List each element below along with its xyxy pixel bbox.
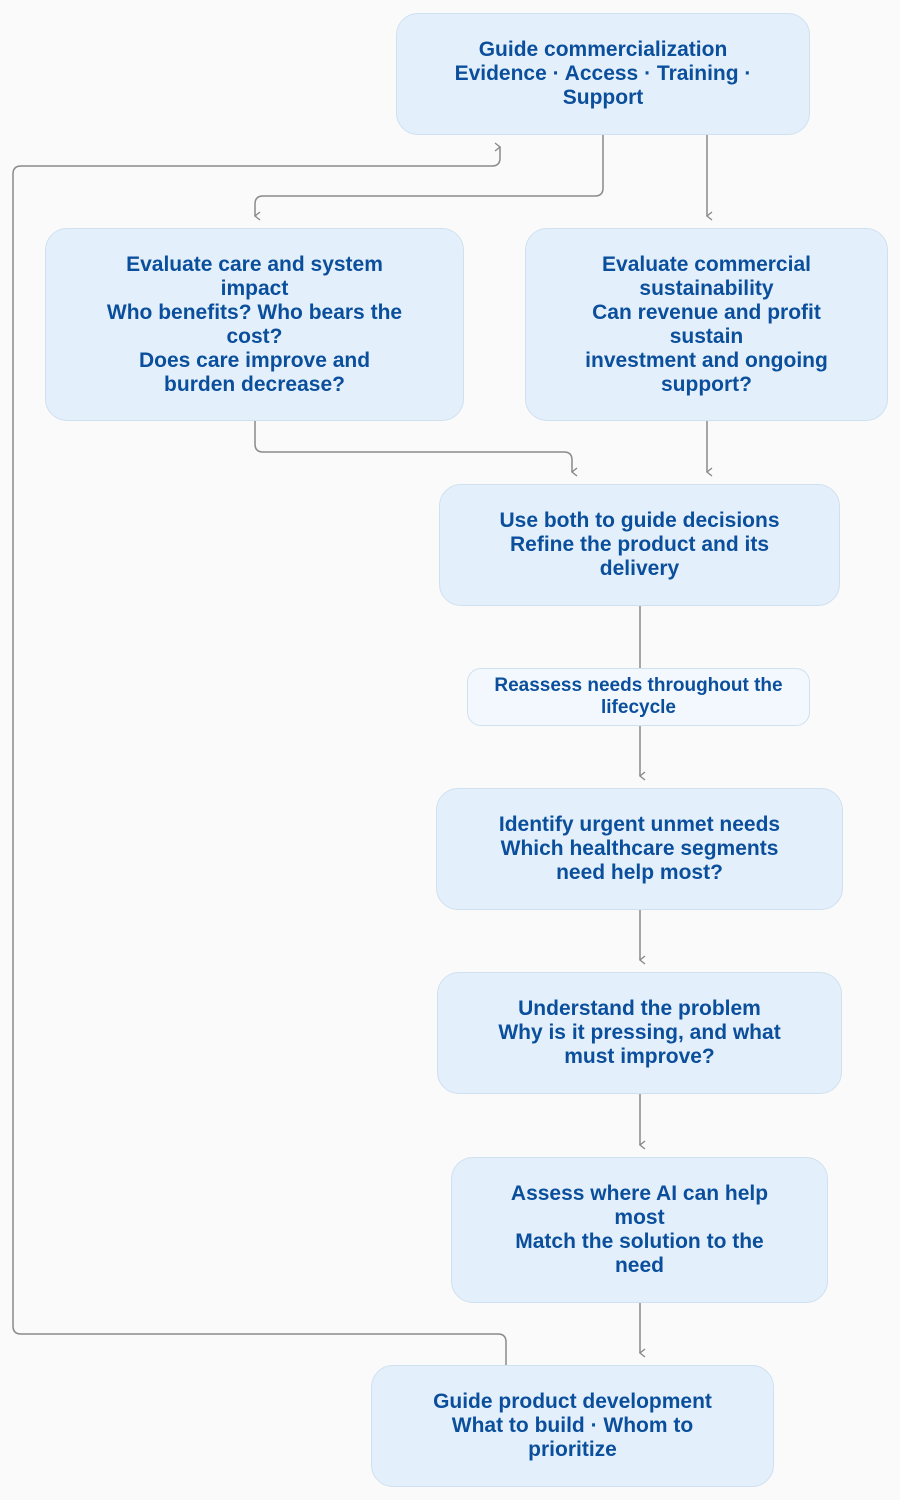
node-line: sustainability: [639, 276, 774, 300]
node-evaluate-commercial-sustainability: [525, 228, 888, 421]
node-line: What to build · Whom to: [451, 1414, 694, 1437]
node-use-both-to-guide-decisions: [439, 484, 840, 606]
node-line: Can revenue and profit: [592, 300, 821, 324]
node-line: delivery: [599, 557, 680, 580]
node-line: Evaluate care and system: [126, 252, 383, 276]
node-line: impact: [220, 276, 289, 300]
node-line: must improve?: [564, 1045, 715, 1068]
node-line: Match the solution to the: [515, 1230, 764, 1253]
node-understand-problem: [437, 972, 842, 1094]
node-line: Support: [562, 86, 644, 109]
node-line: Evaluate commercial: [602, 252, 811, 276]
node-line: Identify urgent unmet needs: [498, 813, 781, 836]
node-line: Guide product development: [433, 1390, 712, 1413]
node-line: Reassess needs throughout the: [494, 675, 783, 696]
node-line: burden decrease?: [164, 372, 345, 396]
node-line: cost?: [226, 324, 283, 348]
node-line: lifecycle: [601, 697, 676, 718]
edge-care-impact-to-use-both: [255, 421, 572, 472]
node-assess-ai-help: [451, 1157, 828, 1303]
node-line: need help most?: [556, 861, 723, 884]
node-line: prioritize: [528, 1438, 617, 1461]
node-line: need: [614, 1254, 664, 1277]
node-line: Use both to guide decisions: [499, 509, 780, 532]
node-line: Evidence · Access · Training ·: [454, 62, 752, 85]
node-line: Why is it pressing, and what: [498, 1021, 781, 1044]
node-line: Who benefits? Who bears the: [106, 300, 403, 324]
node-identify-unmet-needs: [436, 788, 843, 910]
node-line: most: [614, 1206, 665, 1229]
node-reassess-needs: [467, 668, 810, 726]
node-line: investment and ongoing: [585, 348, 828, 372]
node-line: sustain: [669, 324, 744, 348]
node-guide-product-development: [371, 1365, 774, 1487]
node-line: Understand the problem: [518, 997, 761, 1020]
node-line: Assess where AI can help: [510, 1182, 769, 1205]
node-line: Refine the product and its: [509, 533, 769, 556]
node-line: Which healthcare segments: [500, 837, 779, 860]
node-line: support?: [661, 372, 752, 396]
node-evaluate-care-impact: [45, 228, 464, 421]
node-guide-commercialization: [396, 13, 810, 135]
node-line: Guide commercialization: [478, 38, 728, 61]
edge-commercialization-to-care-impact: [255, 135, 603, 216]
node-line: Does care improve and: [138, 348, 371, 372]
